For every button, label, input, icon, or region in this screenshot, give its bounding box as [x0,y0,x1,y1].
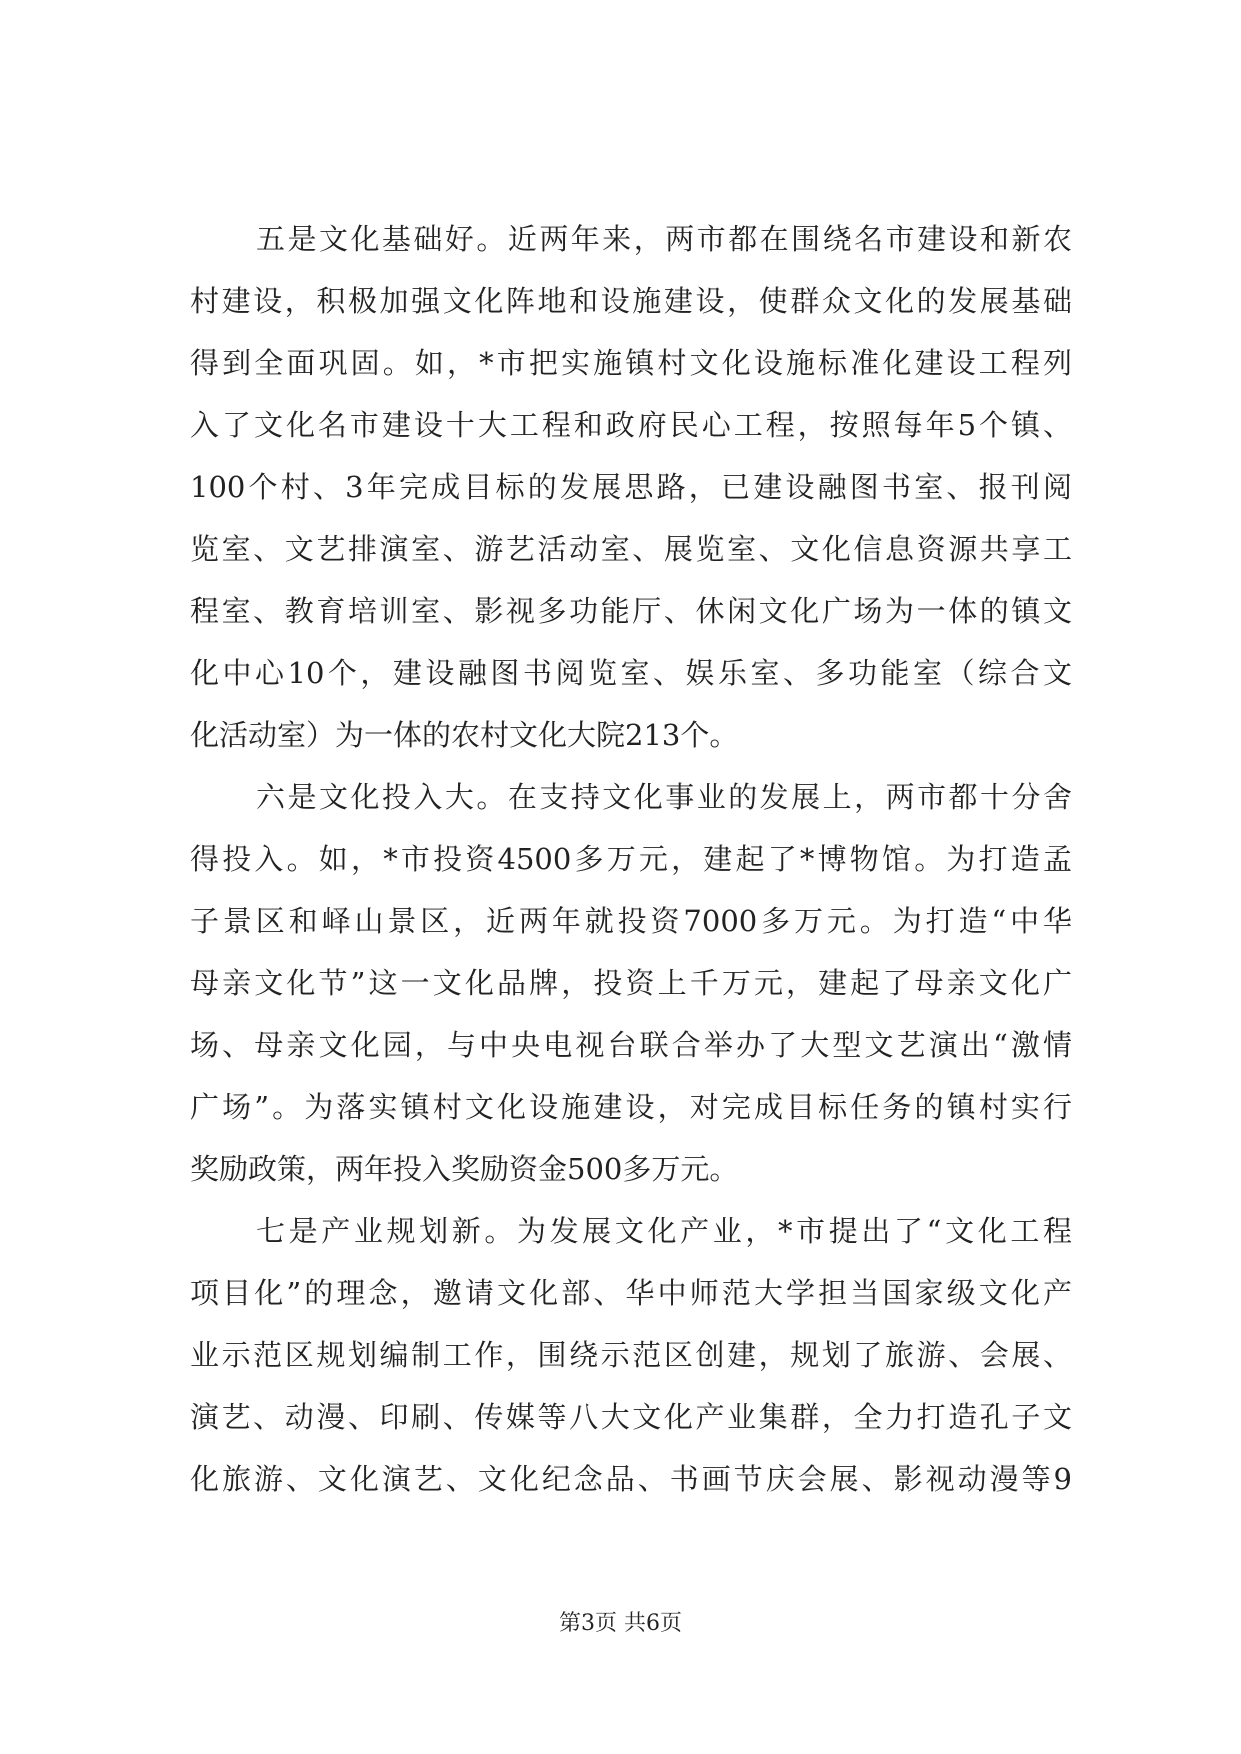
text-line: 化旅游、文化演艺、文化纪念品、书画节庆会展、影视动漫等9 [190,1462,1072,1496]
text-line: 七是产业规划新。为发展文化产业，*市提出了“文化工程 [256,1214,1072,1248]
body-text [190,208,1072,1510]
text-line: 奖励政策，两年投入奖励资金500多万元。 [190,1152,739,1186]
text-line: 六是文化投入大。在支持文化事业的发展上，两市都十分舍 [256,780,1072,814]
paragraph-culture-investment [190,766,1072,1200]
text-line: 子景区和峄山景区，近两年就投资7000多万元。为打造“中华 [190,904,1072,938]
text-line: 览室、文艺排演室、游艺活动室、展览室、文化信息资源共享工 [190,532,1072,566]
text-line: 化中心10个，建设融图书阅览室、娱乐室、多功能室（综合文 [190,656,1072,690]
paragraph-culture-foundation [190,208,1072,766]
text-line: 程室、教育培训室、影视多功能厅、休闲文化广场为一体的镇文 [190,594,1072,628]
text-line: 演艺、动漫、印刷、传媒等八大文化产业集群，全力打造孔子文 [190,1400,1072,1434]
text-line: 100个村、3年完成目标的发展思路，已建设融图书室、报刊阅 [190,470,1072,504]
text-line: 业示范区规划编制工作，围绕示范区创建，规划了旅游、会展、 [190,1338,1072,1372]
text-line: 得投入。如，*市投资4500多万元，建起了*博物馆。为打造孟 [190,842,1072,876]
text-line: 场、母亲文化园，与中央电视台联合举办了大型文艺演出“激情 [190,1028,1072,1062]
text-line: 村建设，积极加强文化阵地和设施建设，使群众文化的发展基础 [190,284,1072,318]
text-line: 五是文化基础好。近两年来，两市都在围绕名市建设和新农 [256,222,1072,256]
page-number-footer: 第3页 共6页 [559,1611,682,1636]
paragraph-industry-planning [190,1200,1072,1510]
text-line: 广场”。为落实镇村文化设施建设，对完成目标任务的镇村实行 [190,1090,1072,1124]
text-line: 化活动室）为一体的农村文化大院213个。 [190,718,739,752]
text-line: 项目化”的理念，邀请文化部、华中师范大学担当国家级文化产 [190,1276,1072,1310]
text-line: 入了文化名市建设十大工程和政府民心工程，按照每年5个镇、 [190,408,1072,442]
text-line: 母亲文化节”这一文化品牌，投资上千万元，建起了母亲文化广 [190,966,1072,1000]
text-line: 得到全面巩固。如，*市把实施镇村文化设施标准化建设工程列 [190,346,1072,380]
